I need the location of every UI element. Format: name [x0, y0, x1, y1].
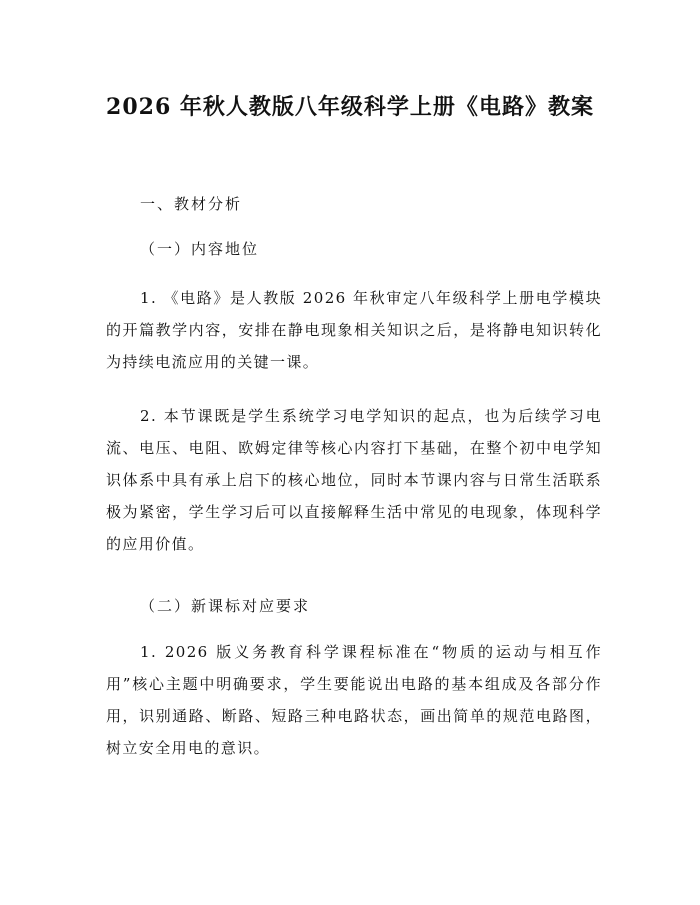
paragraph-content-position-1: 1. 《电路》是人教版 2026 年秋审定八年级科学上册电学模块的开篇教学内容，安排在静电现象相关知识之后，是将静电知识转化为持续电流应用的关键一课。	[106, 289, 602, 371]
subheading-curriculum-requirements: （二）新课标对应要求	[140, 597, 311, 615]
section-heading-textbook-analysis: 一、教材分析	[140, 195, 243, 213]
subheading-content-position: （一）内容地位	[140, 240, 260, 258]
document-title: 2026 年秋人教版八年级科学上册《电路》教案	[106, 94, 594, 120]
paragraph-content-position-2: 2. 本节课既是学生系统学习电学知识的起点，也为后续学习电流、电压、电阻、欧姆定律等核心内容打下基础，在整个初中电学知识体系中具有承上启下的核心地位，同时本节课内容与日常生活联系极为紧密，学生学习后可以直接解释生活中常见的电现象，体现科学的应用价值。	[106, 407, 602, 553]
paragraph-curriculum-requirement-1: 1. 2026 版义务教育科学课程标准在“物质的运动与相互作用”核心主题中明确要求，学生要能说出电路的基本组成及各部分作用，识别通路、断路、短路三种电路状态，画出简单的规范电路图，树立安全用电的意识。	[106, 643, 602, 757]
